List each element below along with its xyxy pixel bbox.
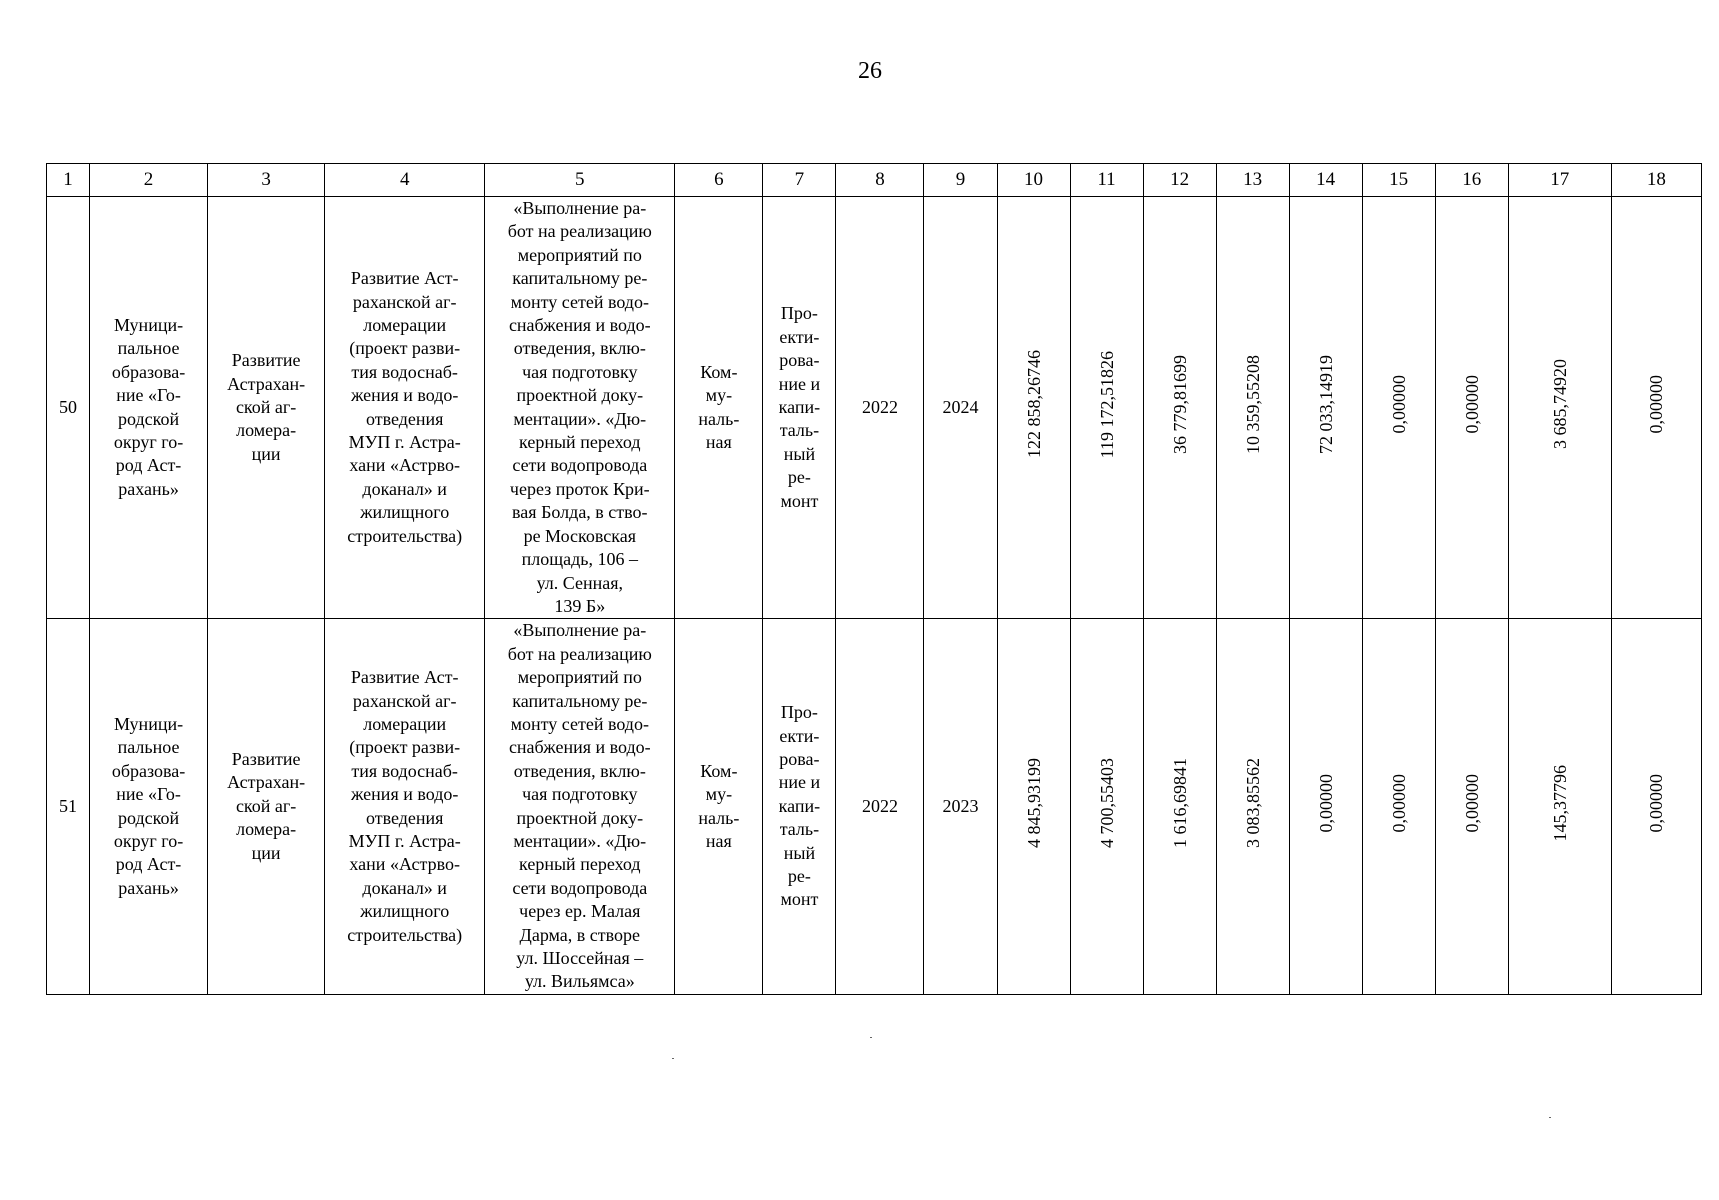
amount-cell (1435, 619, 1508, 995)
header-cell: 17 (1508, 164, 1611, 197)
amount-col-16: 0,00000 (1461, 375, 1482, 434)
project-cell (325, 619, 485, 995)
amount-cell (1611, 197, 1701, 619)
amount-col-11: 4 700,55403 (1096, 758, 1117, 849)
municipality-cell (90, 619, 208, 995)
scan-speck (672, 1058, 674, 1059)
row-number-cell (47, 619, 90, 995)
header-cell: 7 (763, 164, 836, 197)
municipality-text: Муници- пальное образова- ние «Го- родской округ го- род Аст- рахань» (111, 315, 186, 499)
object-cell (485, 197, 675, 619)
amount-col-12: 36 779,81699 (1169, 354, 1190, 454)
row-number-cell (47, 197, 90, 619)
year-end: 2023 (942, 795, 979, 816)
amount-col-15: 0,00000 (1388, 774, 1409, 833)
amount-col-18: 0,00000 (1646, 774, 1667, 833)
work-type-cell (763, 619, 836, 995)
program-cell (208, 197, 325, 619)
ownership-text: Ком- му- наль- ная (698, 760, 740, 851)
amount-cell (1216, 197, 1289, 619)
amount-cell (1143, 197, 1216, 619)
municipality-cell (90, 197, 208, 619)
program-text: Развитие Астрахан- ской аг- ломера- ции (227, 749, 306, 863)
row-number: 50 (59, 396, 77, 417)
page-number: 26 (858, 58, 882, 84)
amount-cell (997, 619, 1070, 995)
amount-col-10: 122 858,26746 (1023, 350, 1044, 459)
header-cell: 2 (90, 164, 208, 197)
header-cell: 10 (997, 164, 1070, 197)
ownership-cell (675, 197, 763, 619)
amount-cell (1435, 197, 1508, 619)
ownership-cell (675, 619, 763, 995)
year-start: 2022 (861, 396, 898, 417)
amount-col-13: 10 359,55208 (1242, 354, 1263, 454)
program-text: Развитие Астрахан- ской аг- ломера- ции (227, 350, 306, 464)
object-text: «Выполнение ра- бот на реализацию мероприятий по капитальному ре- монту сетей водо- снабжения и водо- отведения, вклю- чая подготовку проектной доку- ментации». «Дю- керный переход сети водопровода через проток Кри- вая Болда, в ство- ре Московская площадь, 106 – ул. Сенная, 139 Б» (507, 198, 652, 616)
year-end-cell (924, 197, 997, 619)
amount-col-16: 0,00000 (1461, 774, 1482, 833)
project-text: Развитие Аст- раханской аг- ломерации (проект разви- тия водоснаб- жения и водо- отведения МУП г. Астра- хани «Астрво- доканал» и жилищного строительства) (347, 268, 463, 546)
amount-cell (1070, 619, 1143, 995)
amount-col-12: 1 616,69841 (1169, 758, 1190, 849)
project-text: Развитие Аст- раханской аг- ломерации (проект разви- тия водоснаб- жения и водо- отведения МУП г. Астра- хани «Астрво- доканал» и жилищного строительства) (347, 667, 463, 945)
header-cell: 3 (208, 164, 325, 197)
header-cell: 8 (836, 164, 924, 197)
row-number: 51 (59, 795, 77, 816)
header-cell: 15 (1362, 164, 1435, 197)
amount-col-15: 0,00000 (1388, 375, 1409, 434)
amount-cell (1362, 197, 1435, 619)
header-cell: 12 (1143, 164, 1216, 197)
work-type-text: Про- екти- рова- ние и капи- таль- ный ре- монт (778, 303, 821, 511)
amount-cell (1508, 619, 1611, 995)
amount-col-10: 4 845,93199 (1023, 758, 1044, 849)
header-cell: 18 (1611, 164, 1701, 197)
year-start: 2022 (861, 795, 898, 816)
program-cell (208, 619, 325, 995)
year-start-cell (836, 619, 924, 995)
amount-col-14: 72 033,14919 (1315, 354, 1336, 454)
table-row (47, 197, 1702, 619)
header-cell: 11 (1070, 164, 1143, 197)
amount-cell (1216, 619, 1289, 995)
header-cell: 6 (675, 164, 763, 197)
amount-col-11: 119 172,51826 (1096, 350, 1117, 459)
header-cell: 5 (485, 164, 675, 197)
scan-speck (870, 1037, 872, 1038)
amount-cell (1508, 197, 1611, 619)
amount-cell (1143, 619, 1216, 995)
object-text: «Выполнение ра- бот на реализацию мероприятий по капитальному ре- монту сетей водо- снабжения и водо- отведения, вклю- чая подготовку проектной доку- ментации». «Дю- керный переход сети водопровода через ер. Малая Дарма, в створе ул. Шоссейная – ул. Вильямса» (507, 620, 652, 992)
amount-cell (1362, 619, 1435, 995)
amount-cell (1070, 197, 1143, 619)
municipality-text: Муници- пальное образова- ние «Го- родской округ го- род Аст- рахань» (111, 713, 186, 898)
work-type-text: Про- екти- рова- ние и капи- таль- ный ре- монт (778, 702, 821, 910)
amount-cell (997, 197, 1070, 619)
amount-col-18: 0,00000 (1646, 375, 1667, 434)
header-cell: 14 (1289, 164, 1362, 197)
year-end: 2024 (942, 396, 979, 417)
year-end-cell (924, 619, 997, 995)
header-row (47, 164, 1702, 197)
amount-cell (1289, 619, 1362, 995)
amount-col-17: 145,37796 (1549, 765, 1570, 842)
header-cell: 9 (924, 164, 997, 197)
project-cell (325, 197, 485, 619)
amount-col-13: 3 083,85562 (1242, 758, 1263, 849)
amount-col-17: 3 685,74920 (1549, 359, 1570, 450)
amount-col-14: 0,00000 (1315, 774, 1336, 833)
year-start-cell (836, 197, 924, 619)
data-table (46, 163, 1702, 995)
object-cell (485, 619, 675, 995)
header-cell: 4 (325, 164, 485, 197)
ownership-text: Ком- му- наль- ная (698, 361, 740, 453)
amount-cell (1611, 619, 1701, 995)
work-type-cell (763, 197, 836, 619)
header-cell: 16 (1435, 164, 1508, 197)
amount-cell (1289, 197, 1362, 619)
header-cell: 1 (47, 164, 90, 197)
table-row (47, 619, 1702, 995)
header-cell: 13 (1216, 164, 1289, 197)
scan-speck (1549, 1117, 1551, 1118)
